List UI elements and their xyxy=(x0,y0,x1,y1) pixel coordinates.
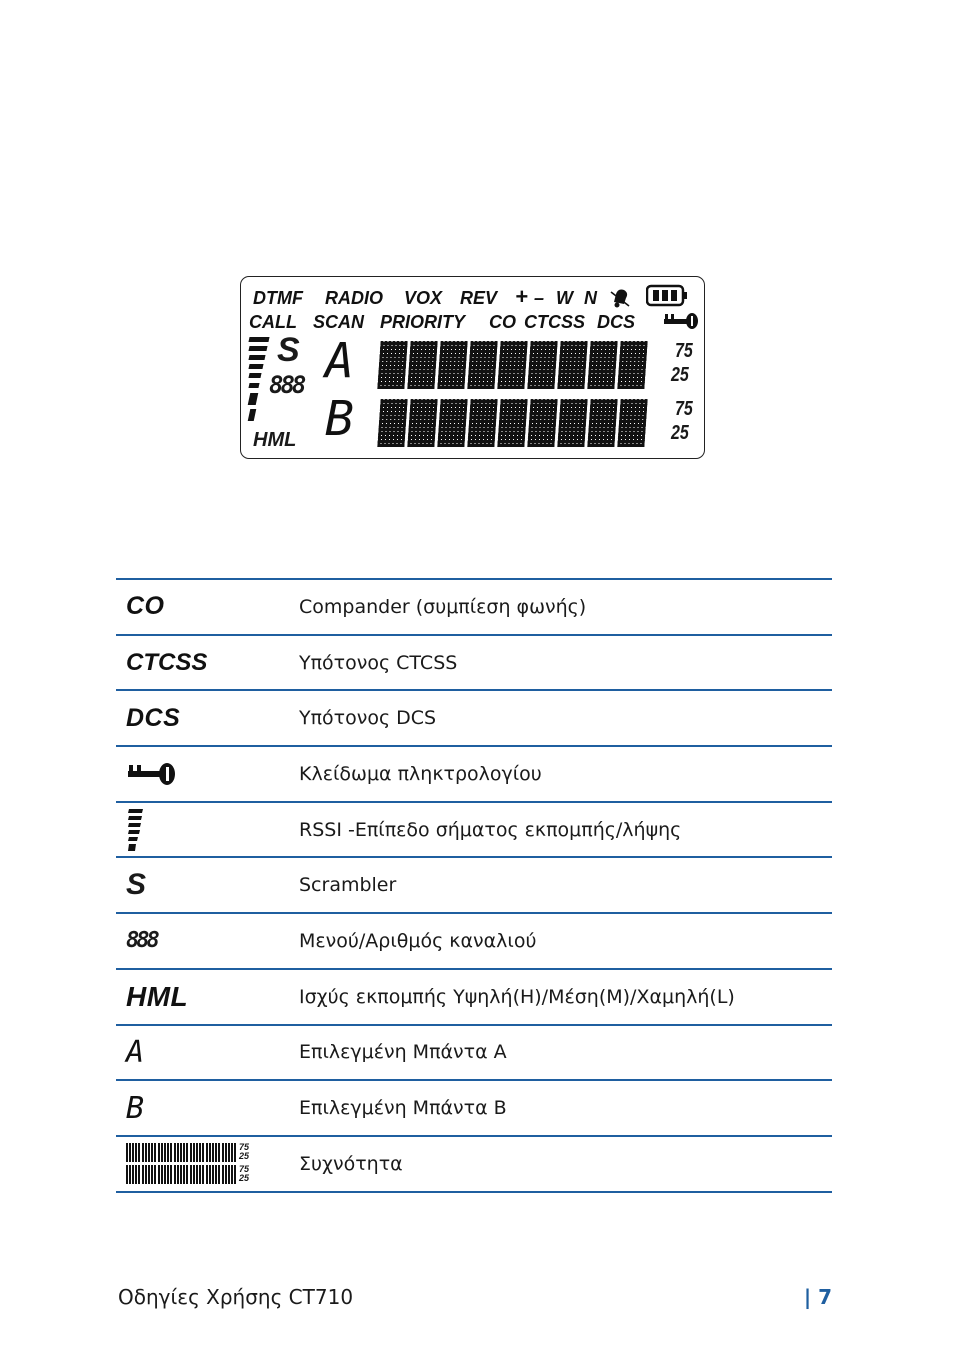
lcd-dtmf-label: DTMF xyxy=(253,288,303,308)
lcd-band-b: B xyxy=(325,391,354,447)
lcd-display-diagram xyxy=(240,276,705,459)
table-row xyxy=(116,1024,832,1080)
frequency-digit xyxy=(467,399,497,447)
table-row xyxy=(116,801,832,857)
table-row xyxy=(116,912,832,968)
band-b-symbol: B xyxy=(126,1090,145,1126)
frequency-digit xyxy=(587,341,617,389)
row-description: Επιλεγμένη Μπάντα A xyxy=(299,1041,507,1064)
lcd-minus-label: – xyxy=(534,288,545,308)
mini-step-75: 75 xyxy=(239,1142,250,1153)
row-description: RSSI -Επίπεδο σήματος εκπομπής/λήψης xyxy=(299,818,682,841)
scrambler-symbol: S xyxy=(126,868,147,902)
signal-bars-icon xyxy=(249,337,271,423)
lcd-step-75-a: 75 xyxy=(675,340,693,362)
lcd-scrambler-icon: S xyxy=(277,331,300,369)
lcd-step-25-b: 25 xyxy=(671,422,689,444)
dcs-symbol: DCS xyxy=(126,703,181,732)
frequency-digit xyxy=(557,399,587,447)
frequency-segments-icon xyxy=(126,1143,249,1184)
row-description: Υπότονος DCS xyxy=(299,707,437,730)
lcd-band-a: A xyxy=(325,333,354,389)
lcd-priority-label: PRIORITY xyxy=(380,312,466,332)
lcd-wide-label: W xyxy=(556,288,573,308)
lcd-menu-digits: 888 xyxy=(269,371,304,399)
bell-icon xyxy=(607,284,633,310)
table-row xyxy=(116,968,832,1024)
row-description: Compander (συμπίεση φωνής) xyxy=(299,595,587,618)
signal-bars-icon xyxy=(126,807,146,853)
frequency-digit xyxy=(497,399,527,447)
lcd-vox-label: VOX xyxy=(404,288,443,308)
frequency-digit xyxy=(377,341,407,389)
frequency-digit xyxy=(557,341,587,389)
menu-digits-symbol: 888 xyxy=(126,928,157,954)
table-row xyxy=(116,689,832,745)
mini-step-25: 25 xyxy=(239,1151,250,1162)
lcd-scan-label: SCAN xyxy=(313,312,365,332)
row-description: Επιλεγμένη Μπάντα B xyxy=(299,1097,507,1120)
page-number: | 7 xyxy=(803,1285,832,1309)
lcd-step-25-a: 25 xyxy=(671,364,689,386)
lcd-step-75-b: 75 xyxy=(675,398,693,420)
key-icon xyxy=(662,311,700,331)
battery-icon xyxy=(646,284,688,308)
band-a-symbol: A xyxy=(126,1034,145,1070)
lcd-call-label: CALL xyxy=(249,312,297,332)
table-row xyxy=(116,856,832,912)
power-symbol: HML xyxy=(126,980,189,1012)
co-symbol: CO xyxy=(126,592,165,621)
key-icon xyxy=(126,761,178,787)
lcd-narrow-label: N xyxy=(584,288,597,308)
lcd-ctcss-label: CTCSS xyxy=(524,312,586,332)
mini-step-75: 75 xyxy=(239,1164,250,1175)
symbol-table xyxy=(116,578,832,1193)
lcd-frequency-b xyxy=(379,399,646,447)
frequency-digit xyxy=(497,341,527,389)
row-description: Υπότονος CTCSS xyxy=(299,651,458,674)
table-row xyxy=(116,634,832,690)
frequency-digit xyxy=(437,399,467,447)
row-description: Scrambler xyxy=(299,874,397,897)
frequency-digit xyxy=(617,399,647,447)
frequency-digit xyxy=(527,399,557,447)
lcd-radio-label: RADIO xyxy=(325,288,383,308)
lcd-plus-label: + xyxy=(515,284,528,309)
lcd-dcs-label: DCS xyxy=(597,312,636,332)
frequency-digit xyxy=(467,341,497,389)
frequency-digit xyxy=(527,341,557,389)
lcd-power-label: HML xyxy=(253,429,297,451)
row-description: Κλείδωμα πληκτρολογίου xyxy=(299,762,542,785)
frequency-digit xyxy=(617,341,647,389)
lcd-co-label: CO xyxy=(489,312,516,332)
frequency-digit xyxy=(407,341,437,389)
footer-title: Οδηγίες Χρήσης CT710 xyxy=(118,1285,354,1309)
lcd-rev-label: REV xyxy=(460,288,498,308)
row-description: Μενού/Αριθμός καναλιού xyxy=(299,929,537,952)
frequency-digit xyxy=(437,341,467,389)
frequency-digit xyxy=(407,399,437,447)
table-row xyxy=(116,745,832,801)
frequency-digit xyxy=(377,399,407,447)
row-description: Συχνότητα xyxy=(299,1152,403,1175)
lcd-frequency-a xyxy=(379,341,646,389)
mini-step-25: 25 xyxy=(239,1173,250,1184)
ctcss-symbol: CTCSS xyxy=(126,648,208,676)
frequency-digit xyxy=(587,399,617,447)
row-description: Ισχύς εκπομπής Υψηλή(H)/Μέση(M)/Χαμηλή(L) xyxy=(299,985,735,1008)
table-row xyxy=(116,1079,832,1135)
table-row xyxy=(116,578,832,634)
table-row xyxy=(116,1135,832,1193)
